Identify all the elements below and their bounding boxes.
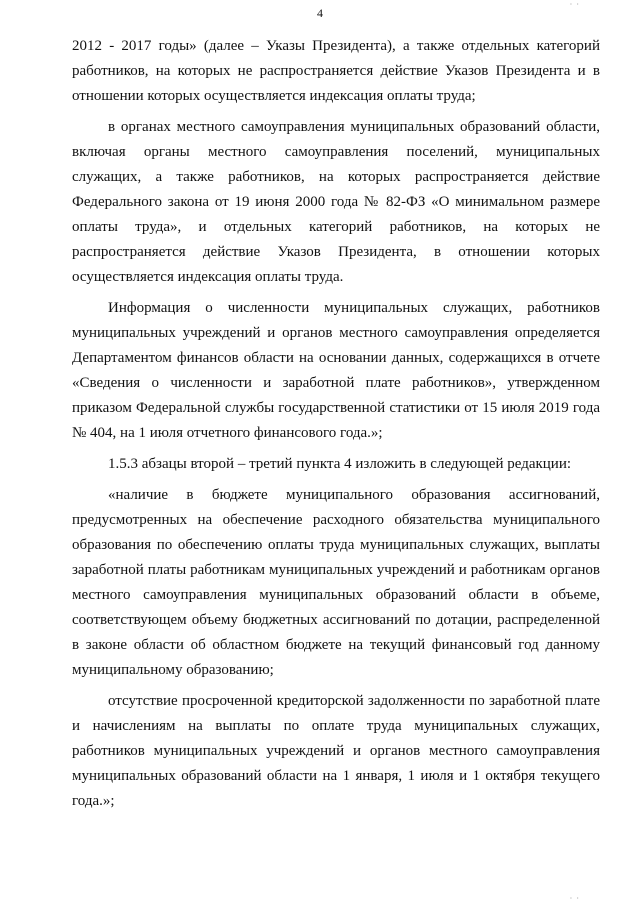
- page-number: 4: [317, 6, 323, 20]
- paragraph-continuation: 2012 - 2017 годы» (далее – Указы Президента), а также отдельных категорий работников, на которых не распространяется действие Указов Президента и в отношении которых осуществляется индексация оплаты труда;: [72, 38, 600, 104]
- paragraph-information: Информация о численности муниципальных служащих, работников муниципальных учреждений и органов местного самоуправления определяется Департаментом финансов области на основании данных, содержащихся в отчете «Сведения о численности и заработной плате работников», утвержденном приказом Федеральной службы государственной статистики от 15 июля 2019 года № 404, на 1 июля отчетного финансового года.»;: [72, 300, 600, 441]
- paragraph-no-arrears: отсутствие просроченной кредиторской задолженности по заработной плате и начислениям на выплаты по оплате труда муниципальных служащих, работников муниципальных учреждений и органов местного самоуправления муниципальных образований области на 1 января, 1 июля и 1 октября текущего года.»;: [72, 693, 600, 809]
- paragraph-budget-allocations: «наличие в бюджете муниципального образования ассигнований, предусмотренных на обеспечение расходного обязательства муниципального образования по обеспечению оплаты труда муниципальных служащих, выплаты заработной платы работникам муниципальных учреждений и работникам органов местного самоуправления муниципальных образований области в объеме, соответствующем объему бюджетных ассигнований по дотации, распределенной в законе области об областном бюджете на текущий финансовый год данному муниципальному образованию;: [72, 487, 600, 678]
- paragraph-local-government: в органах местного самоуправления муниципальных образований области, включая органы местного самоуправления поселений, муниципальных служащих, а также работников, на которых распространяется действие Федерального закона от 19 июня 2000 года № 82-ФЗ «О минимальном размере оплаты труда», и отдельных категорий работников, на которых не распространяется действие Указов Президента, в отношении которых осуществляется индексация оплаты труда.: [72, 119, 600, 285]
- scan-mark-top: · ·: [569, 0, 580, 9]
- document-body: [72, 34, 600, 814]
- scan-mark-bottom: · ·: [569, 894, 580, 903]
- paragraph-amendment-item: 1.5.3 абзацы второй – третий пункта 4 изложить в следующей редакции:: [108, 456, 572, 472]
